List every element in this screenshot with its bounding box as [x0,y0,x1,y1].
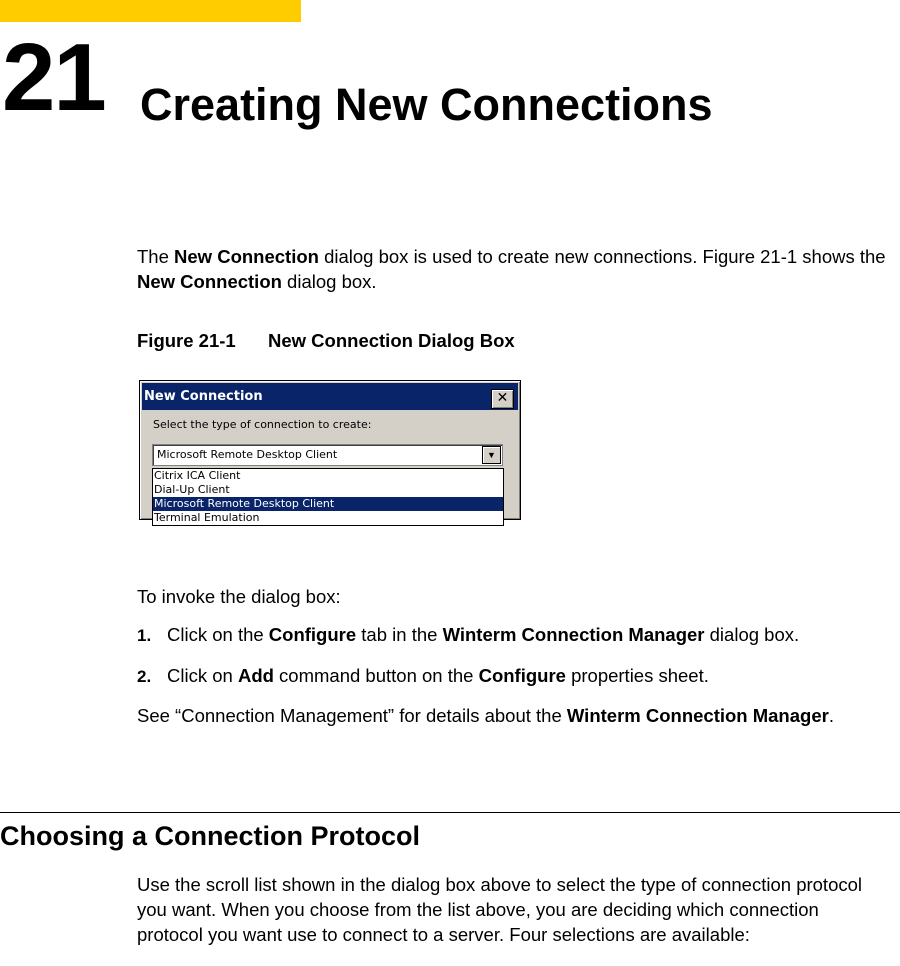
dialog-title: New Connection [144,389,263,404]
list-item-dial-up[interactable]: Dial-Up Client [154,483,230,496]
chapter-accent-bar [0,0,301,22]
dialog-title-bar [142,383,518,410]
figure-caption [137,330,515,352]
figure-number: Figure 21-1 [137,330,236,351]
new-connection-dialog [139,380,521,524]
step-2: 2. Click on Add command button on the Configure properties sheet. [137,665,709,686]
connection-type-value: Microsoft Remote Desktop Client [157,448,338,461]
connection-type-select[interactable] [152,444,503,466]
step-1: 1. Click on the Configure tab in the Winterm Connection Manager dialog box. [137,624,800,645]
connection-type-label: Select the type of connection to create: [153,418,372,431]
figure-title: New Connection Dialog Box [268,330,515,351]
section-divider [0,812,900,813]
section-title: Choosing a Connection Protocol [0,821,420,851]
section-body: Use the scroll list shown in the dialog box above to select the type of connection protocol you want. When you choose from the list above, you are deciding which connection protocol you want use to connect to a server. Four selections are available: [137,874,863,945]
invoke-text: To invoke the dialog box: [137,586,341,607]
connection-type-list [152,468,504,526]
see-also-paragraph: See “Connection Management” for details about the Winterm Connection Manager. [137,705,834,726]
list-item-rdp[interactable]: Microsoft Remote Desktop Client [153,497,503,511]
chapter-number: 21 [2,24,105,131]
chapter-title: Creating New Connections [140,79,713,130]
list-item-citrix[interactable]: Citrix ICA Client [154,469,241,482]
close-icon[interactable]: ✕ [491,389,514,409]
chevron-down-icon[interactable]: ▼ [482,446,501,464]
list-item-terminal[interactable]: Terminal Emulation [154,511,260,524]
intro-paragraph: The New Connection dialog box is used to create new connections. Figure 21-1 shows the New Connection dialog box. [137,246,886,292]
